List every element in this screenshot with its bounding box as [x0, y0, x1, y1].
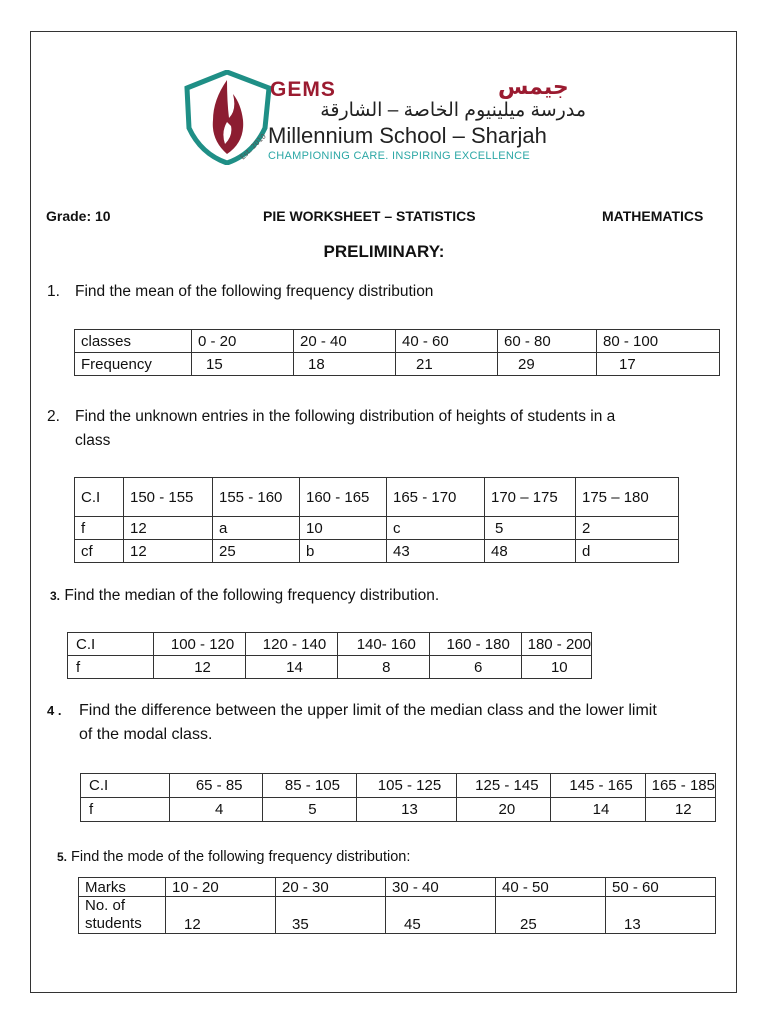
- table-cell: [79, 897, 166, 934]
- table-cell: 8: [337, 656, 429, 679]
- table-row: [81, 798, 716, 822]
- table-cell: 35: [276, 897, 386, 934]
- question-text: of the modal class.: [79, 726, 213, 743]
- question-2: [47, 405, 707, 453]
- cell-line: No. of: [85, 897, 126, 914]
- table-cell: C.I: [75, 478, 124, 517]
- table-cell: 65 - 85: [170, 774, 263, 798]
- table-cell: 140- 160: [337, 633, 429, 656]
- table-cell: f: [68, 656, 154, 679]
- table-cell: 12: [166, 897, 276, 934]
- table-cell: 17: [597, 353, 720, 376]
- table-cell: 45: [386, 897, 496, 934]
- subject-label: MATHEMATICS: [602, 208, 704, 224]
- table-cell: 100 - 120: [154, 633, 246, 656]
- table-cell: C.I: [81, 774, 170, 798]
- table-cell: 43: [387, 540, 485, 563]
- table-cell: 0 - 20: [192, 330, 294, 353]
- table-cell: a: [213, 517, 300, 540]
- table-cell: 2: [576, 517, 679, 540]
- table-cell: 25: [496, 897, 606, 934]
- table-row: [75, 353, 720, 376]
- table-cell: 85 - 105: [263, 774, 357, 798]
- table-cell: 12: [645, 798, 715, 822]
- table-cell: 6: [429, 656, 521, 679]
- table-cell: 5: [485, 517, 576, 540]
- table-cell: 48: [485, 540, 576, 563]
- table-cell: 20 - 30: [276, 878, 386, 897]
- table-cell: 14: [246, 656, 338, 679]
- q2-table: [74, 477, 679, 563]
- table-cell: C.I: [68, 633, 154, 656]
- table-cell: [79, 933, 716, 934]
- question-text: Find the mode of the following frequency distribution:: [71, 849, 411, 865]
- table-row: [68, 656, 592, 679]
- question-3: [50, 584, 439, 608]
- table-cell: 12: [124, 540, 213, 563]
- table-row: [79, 878, 716, 897]
- table-cell: 14: [551, 798, 645, 822]
- section-heading: PRELIMINARY:: [323, 242, 445, 261]
- table-row: [75, 540, 679, 563]
- q1-table: [74, 329, 720, 376]
- table-row: [75, 478, 679, 517]
- table-row: [75, 330, 720, 353]
- table-cell: Frequency: [75, 353, 192, 376]
- table-cell: c: [387, 517, 485, 540]
- cell-line: students: [85, 915, 142, 932]
- table-row: [81, 774, 716, 798]
- table-cell: 13: [356, 798, 457, 822]
- question-text: Find the median of the following frequency distribution.: [64, 587, 440, 604]
- worksheet-title: PIE WORKSHEET – STATISTICS: [263, 208, 476, 224]
- school-name-en: Millennium School – Sharjah: [268, 123, 547, 148]
- school-name-ar: مدرسة ميلينيوم الخاصة – الشارقة: [320, 100, 586, 121]
- table-cell: 105 - 125: [356, 774, 457, 798]
- table-cell: 25: [213, 540, 300, 563]
- table-cell: 165 - 185: [645, 774, 715, 798]
- grade-label: Grade: 10: [46, 208, 111, 224]
- table-row: [75, 517, 679, 540]
- q4-table: [80, 773, 716, 822]
- table-cell: 4: [170, 798, 263, 822]
- table-cell: 170 – 175: [485, 478, 576, 517]
- brand-en: GEMS: [270, 78, 336, 101]
- question-text: Find the unknown entries in the following distribution of heights of students in a: [75, 408, 616, 425]
- table-cell: 15: [192, 353, 294, 376]
- established-text: Est. 2010: [238, 132, 268, 162]
- question-text: Find the mean of the following frequency distribution: [75, 283, 434, 300]
- table-cell: 12: [154, 656, 246, 679]
- table-cell: 150 - 155: [124, 478, 213, 517]
- table-cell: 155 - 160: [213, 478, 300, 517]
- table-cell: 50 - 60: [606, 878, 716, 897]
- flame-shield-icon: [183, 70, 273, 165]
- question-5: [57, 845, 410, 869]
- question-number: 1.: [47, 283, 60, 300]
- table-cell: 10: [521, 656, 591, 679]
- table-cell: 18: [294, 353, 396, 376]
- brand-ar: جيمس: [498, 74, 569, 99]
- table-cell: 120 - 140: [246, 633, 338, 656]
- table-cell: 175 – 180: [576, 478, 679, 517]
- table-cell: 20 - 40: [294, 330, 396, 353]
- table-row: [68, 633, 592, 656]
- table-cell: 80 - 100: [597, 330, 720, 353]
- table-cell: 10: [300, 517, 387, 540]
- table-cell: 13: [606, 897, 716, 934]
- table-row: [79, 933, 716, 934]
- table-cell: 5: [263, 798, 357, 822]
- table-cell: cf: [75, 540, 124, 563]
- table-cell: Marks: [79, 878, 166, 897]
- table-cell: 125 - 145: [457, 774, 551, 798]
- table-cell: 29: [498, 353, 597, 376]
- table-cell: 21: [396, 353, 498, 376]
- question-number: 3.: [50, 589, 61, 603]
- table-cell: 160 - 165: [300, 478, 387, 517]
- question-number: 4 .: [47, 703, 62, 718]
- table-cell: 160 - 180: [429, 633, 521, 656]
- table-cell: 60 - 80: [498, 330, 597, 353]
- table-cell: 145 - 165: [551, 774, 645, 798]
- table-cell: d: [576, 540, 679, 563]
- question-text: class: [75, 432, 111, 449]
- school-tagline: CHAMPIONING CARE. INSPIRING EXCELLENCE: [268, 150, 531, 162]
- table-cell: 30 - 40: [386, 878, 496, 897]
- table-cell: classes: [75, 330, 192, 353]
- table-cell: 20: [457, 798, 551, 822]
- q3-table: [67, 632, 592, 679]
- table-cell: f: [75, 517, 124, 540]
- question-1: [47, 280, 433, 304]
- question-number: 5.: [57, 850, 68, 864]
- table-cell: b: [300, 540, 387, 563]
- question-number: 2.: [47, 408, 60, 425]
- q5-table: [78, 877, 716, 934]
- question-text: Find the difference between the upper limit of the median class and the lower limit: [79, 702, 657, 719]
- table-cell: 10 - 20: [166, 878, 276, 897]
- table-cell: 12: [124, 517, 213, 540]
- table-cell: 40 - 50: [496, 878, 606, 897]
- table-cell: 165 - 170: [387, 478, 485, 517]
- table-cell: 40 - 60: [396, 330, 498, 353]
- table-cell: 180 - 200: [521, 633, 591, 656]
- table-cell: f: [81, 798, 170, 822]
- question-4: [47, 699, 727, 747]
- table-row: [79, 897, 716, 934]
